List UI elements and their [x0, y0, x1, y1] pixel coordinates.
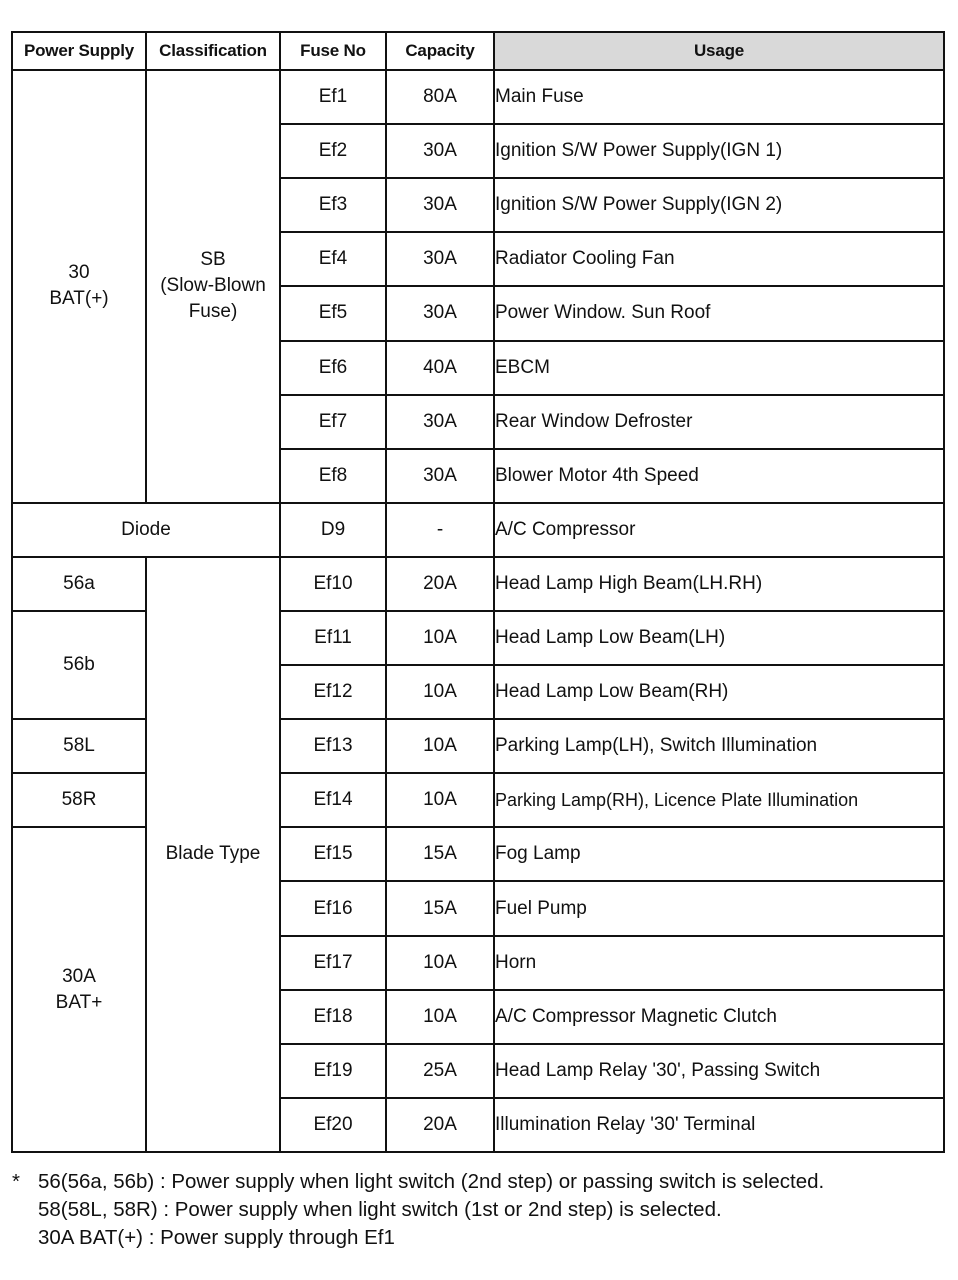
classification-sb-line1: SB	[200, 249, 226, 271]
usage-cell: A/C Compressor Magnetic Clutch	[494, 990, 944, 1044]
table-row	[12, 70, 944, 124]
capacity-cell: 10A	[386, 719, 494, 773]
header-capacity: Capacity	[386, 32, 494, 70]
capacity-cell: 30A	[386, 395, 494, 449]
classification-blade: Blade Type	[146, 557, 280, 1152]
capacity-cell: 30A	[386, 232, 494, 286]
footnote-line: 58(58L, 58R) : Power supply when light switch (1st or 2nd step) is selected.	[38, 1198, 722, 1221]
capacity-cell: -	[386, 503, 494, 557]
usage-cell: Horn	[494, 936, 944, 990]
power-supply-58l: 58L	[12, 719, 146, 773]
header-classification: Classification	[146, 32, 280, 70]
usage-cell: Fuel Pump	[494, 881, 944, 935]
power-supply-56a: 56a	[12, 557, 146, 611]
footnote-marker: *	[12, 1170, 20, 1193]
footnote-line: 30A BAT(+) : Power supply through Ef1	[38, 1226, 395, 1249]
power-supply-58r: 58R	[12, 773, 146, 827]
fuse-cell: Ef14	[280, 773, 386, 827]
fuse-cell: Ef2	[280, 124, 386, 178]
capacity-cell: 25A	[386, 1044, 494, 1098]
header-row	[12, 32, 944, 70]
diode-cell: Diode	[12, 503, 280, 557]
fuse-cell: Ef19	[280, 1044, 386, 1098]
capacity-cell: 15A	[386, 881, 494, 935]
usage-cell: A/C Compressor	[494, 503, 944, 557]
usage-cell: EBCM	[494, 341, 944, 395]
fuse-cell: Ef10	[280, 557, 386, 611]
usage-cell: Ignition S/W Power Supply(IGN 1)	[494, 124, 944, 178]
usage-cell: Ignition S/W Power Supply(IGN 2)	[494, 178, 944, 232]
table-row	[12, 503, 944, 557]
footnote-line: 56(56a, 56b) : Power supply when light switch (2nd step) or passing switch is selected.	[38, 1170, 825, 1193]
fuse-cell: Ef15	[280, 827, 386, 881]
footnote	[12, 1168, 824, 1252]
usage-cell: Head Lamp Low Beam(RH)	[494, 665, 944, 719]
fuse-cell: Ef1	[280, 70, 386, 124]
usage-cell: Parking Lamp(RH), Licence Plate Illumination	[494, 773, 944, 827]
fuse-cell: Ef12	[280, 665, 386, 719]
capacity-cell: 30A	[386, 286, 494, 340]
usage-cell: Head Lamp Low Beam(LH)	[494, 611, 944, 665]
power-supply-30a: 30A	[62, 965, 96, 987]
usage-cell: Fog Lamp	[494, 827, 944, 881]
fuse-cell: D9	[280, 503, 386, 557]
fuse-cell: Ef4	[280, 232, 386, 286]
usage-cell: Radiator Cooling Fan	[494, 232, 944, 286]
usage-cell: Blower Motor 4th Speed	[494, 449, 944, 503]
capacity-cell: 10A	[386, 773, 494, 827]
fuse-cell: Ef8	[280, 449, 386, 503]
usage-cell: Rear Window Defroster	[494, 395, 944, 449]
capacity-cell: 80A	[386, 70, 494, 124]
power-supply-bat: BAT(+)	[49, 288, 109, 310]
fuse-cell: Ef13	[280, 719, 386, 773]
fuse-cell: Ef16	[280, 881, 386, 935]
fuse-table	[11, 31, 945, 1153]
power-supply-30-bat	[12, 70, 146, 503]
capacity-cell: 30A	[386, 178, 494, 232]
power-supply-bat-plus: BAT+	[55, 991, 103, 1013]
capacity-cell: 10A	[386, 936, 494, 990]
capacity-cell: 20A	[386, 1098, 494, 1152]
usage-cell: Head Lamp High Beam(LH.RH)	[494, 557, 944, 611]
fuse-cell: Ef3	[280, 178, 386, 232]
capacity-cell: 10A	[386, 611, 494, 665]
power-supply-30: 30	[68, 262, 90, 284]
table-row	[12, 557, 944, 611]
fuse-cell: Ef18	[280, 990, 386, 1044]
fuse-cell: Ef6	[280, 341, 386, 395]
fuse-cell: Ef20	[280, 1098, 386, 1152]
classification-sb-line2: (Slow-Blown	[160, 275, 266, 297]
usage-cell: Parking Lamp(LH), Switch Illumination	[494, 719, 944, 773]
fuse-cell: Ef11	[280, 611, 386, 665]
footnote-lines	[38, 1168, 824, 1252]
usage-cell: Power Window. Sun Roof	[494, 286, 944, 340]
power-supply-56b: 56b	[12, 611, 146, 719]
header-fuse-no: Fuse No	[280, 32, 386, 70]
classification-sb	[146, 70, 280, 503]
fuse-cell: Ef5	[280, 286, 386, 340]
usage-cell: Main Fuse	[494, 70, 944, 124]
capacity-cell: 10A	[386, 990, 494, 1044]
classification-sb-line3: Fuse)	[188, 301, 238, 323]
header-power-supply: Power Supply	[12, 32, 146, 70]
capacity-cell: 10A	[386, 665, 494, 719]
capacity-cell: 30A	[386, 124, 494, 178]
power-supply-30a-bat	[12, 827, 146, 1152]
header-usage: Usage	[494, 32, 944, 70]
capacity-cell: 40A	[386, 341, 494, 395]
usage-cell: Head Lamp Relay '30', Passing Switch	[494, 1044, 944, 1098]
fuse-cell: Ef17	[280, 936, 386, 990]
fuse-cell: Ef7	[280, 395, 386, 449]
usage-cell: Illumination Relay '30' Terminal	[494, 1098, 944, 1152]
capacity-cell: 20A	[386, 557, 494, 611]
capacity-cell: 15A	[386, 827, 494, 881]
capacity-cell: 30A	[386, 449, 494, 503]
